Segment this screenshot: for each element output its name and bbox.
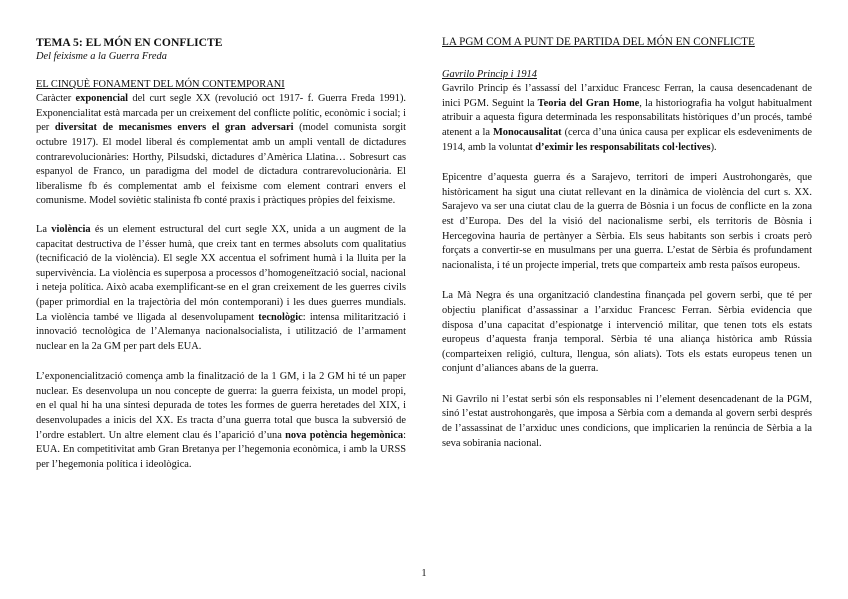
left-column bbox=[36, 35, 406, 488]
subsection-heading-gavrilo: Gavrilo Princip i 1914 bbox=[442, 68, 537, 80]
section-heading-fonament: EL CINQUÈ FONAMENT DEL MÓN CONTEMPORANI bbox=[36, 78, 285, 90]
document-title: TEMA 5: EL MÓN EN CONFLICTE bbox=[36, 36, 223, 49]
right-column bbox=[442, 35, 812, 467]
page-number: 1 bbox=[421, 568, 427, 579]
document-subtitle: Del feixisme a la Guerra Freda bbox=[36, 51, 167, 62]
paragraph-gavrilo: Gavrilo Princip és l’assassí del l’arxiduc Francesc Ferran, la causa desencadenant de inici PGM. Seguint la Teoria del Gran Home, la historiografia ha volgut habitualment atribuir a aquesta figura determinada les responsabilitats històriques d’un procés, també atenent a la Monocausalitat (cerca d’una única causa per explicar els esdeveniments de 1914, amb la voluntat d’eximir les responsabilitats col·lectives). bbox=[442, 83, 813, 153]
paragraph-exponencialitzacio: L’exponencialització comença amb la finalització de la 1 GM, i la 2 GM hi té un paper nuclear. Es desenvolupa un nou concepte de guerra: la guerra feixista, un model propi, en el qual hi ha una síntesi depurada de totes les formes de guerra heretades del XIX, i desenvolupades a inicis del XX. Es tracta d’una guerra total que busca la subversió de l’ordre establert. Un altre element clau és l’aparició d’una nova potència hegemònica: EUA. En competitivitat amb Gran Bretanya per l’hegemonia econòmica, i amb la URSS per l’hegemonia política i ideològica. bbox=[36, 371, 406, 470]
paragraph-sarajevo: Epicentre d’aquesta guerra és a Sarajevo, territori de imperi Austrohongarès, que històricament ha sigut una ciutat rellevant en la dinàmica de violència del curt s. XX. Sarajevo va ser una ciutat clau de la guerra de Bòsnia i un focus de conflicte en la zona est d’Europa. Des del la visió del nacionalisme serbi, els territoris de Bòsnia i Hercegovina hauria de pertànyer a Sèrbia. Els seus habitants son serbis i croats però forçats a convertir-se en musulmans per una guerra. L’estat de Sèrbia és profundament nacionalista, i té un projecte imperial, trets que comparteix amb resta països europeus. bbox=[442, 172, 812, 271]
section-heading-pgm: LA PGM COM A PUNT DE PARTIDA DEL MÓN EN CONFLICTE bbox=[442, 36, 755, 48]
paragraph-exponencial: Caràcter exponencial del curt segle XX (revolució oct 1917- f. Guerra Freda 1991). Exponencialitat està marcada per un creixement del conflicte polític, econòmic i social; i per diversitat de mecanismes envers el gran adversari (model comunista sorgit octubre 1917). El model liberal és complementat amb un ampli ventall de dictadures contrarevolucionàries: Horthy, Pilsudski, dictadures d’Amèrica Llatina… Sobresurt cas espanyol de Franco, un paradigma del model de dictadura contrarevolucionària. El liberalisme fb és complementat amb el feixisme com element contrari envers el comunisme. Model soviètic stalinista fb conté praxis i pràctiques pròpies del feixisme. bbox=[36, 93, 406, 207]
paragraph-ma-negra: La Mà Negra és una organització clandestina finançada pel govern serbi, que té per objectiu planificat d’assassinar a l’arxiduc Francesc Ferran. Sèrbia evidencia que disposa d’una capacitat d’espionatge i intervenció militar, que tenen tots els estats europeus d’aquesta franja temporal. Sèrbia té una aliança històrica amb Rússia (comparteixen religió, cultura, llengua, són aliats). Tots els estats europeus tenen un conjunt d’aliances abans de la guerra. bbox=[442, 290, 812, 375]
paragraph-violencia: La violència és un element estructural del curt segle XX, unida a un augment de la capacitat destructiva de l’ésser humà, que creix tant en termes absoluts com qualitatius (tecnificació de la violència). El segle XX accentua el sofriment humà i la lluita per la supervivència. La violència es superposa a processos d’homogeneïtzació social, nacional i neteja política. Això acaba exemplificant-se en el gran creixement de les guerres civils (paper primordial en la trajectòria del món contemporani) i les dues guerres mundials. La violència també ve lligada al desenvolupament tecnològic: intensa militarització i innovació tecnològica de l’Alemanya nacionalsocialista, i utilització de l’armament nuclear en la 2a GM per part dels EUA. bbox=[36, 223, 406, 352]
paragraph-responsables: Ni Gavrilo ni l’estat serbi són els responsables ni l’element desencadenant de la PGM, sinó l’estat austrohongarès, que imposa a Sèrbia com a demanda al govern serbi després de l’assassinat de l’arxiduc unes condicions, que implicarien la renúncia de Sèrbia a la seva sobirania nacional. bbox=[442, 393, 812, 449]
